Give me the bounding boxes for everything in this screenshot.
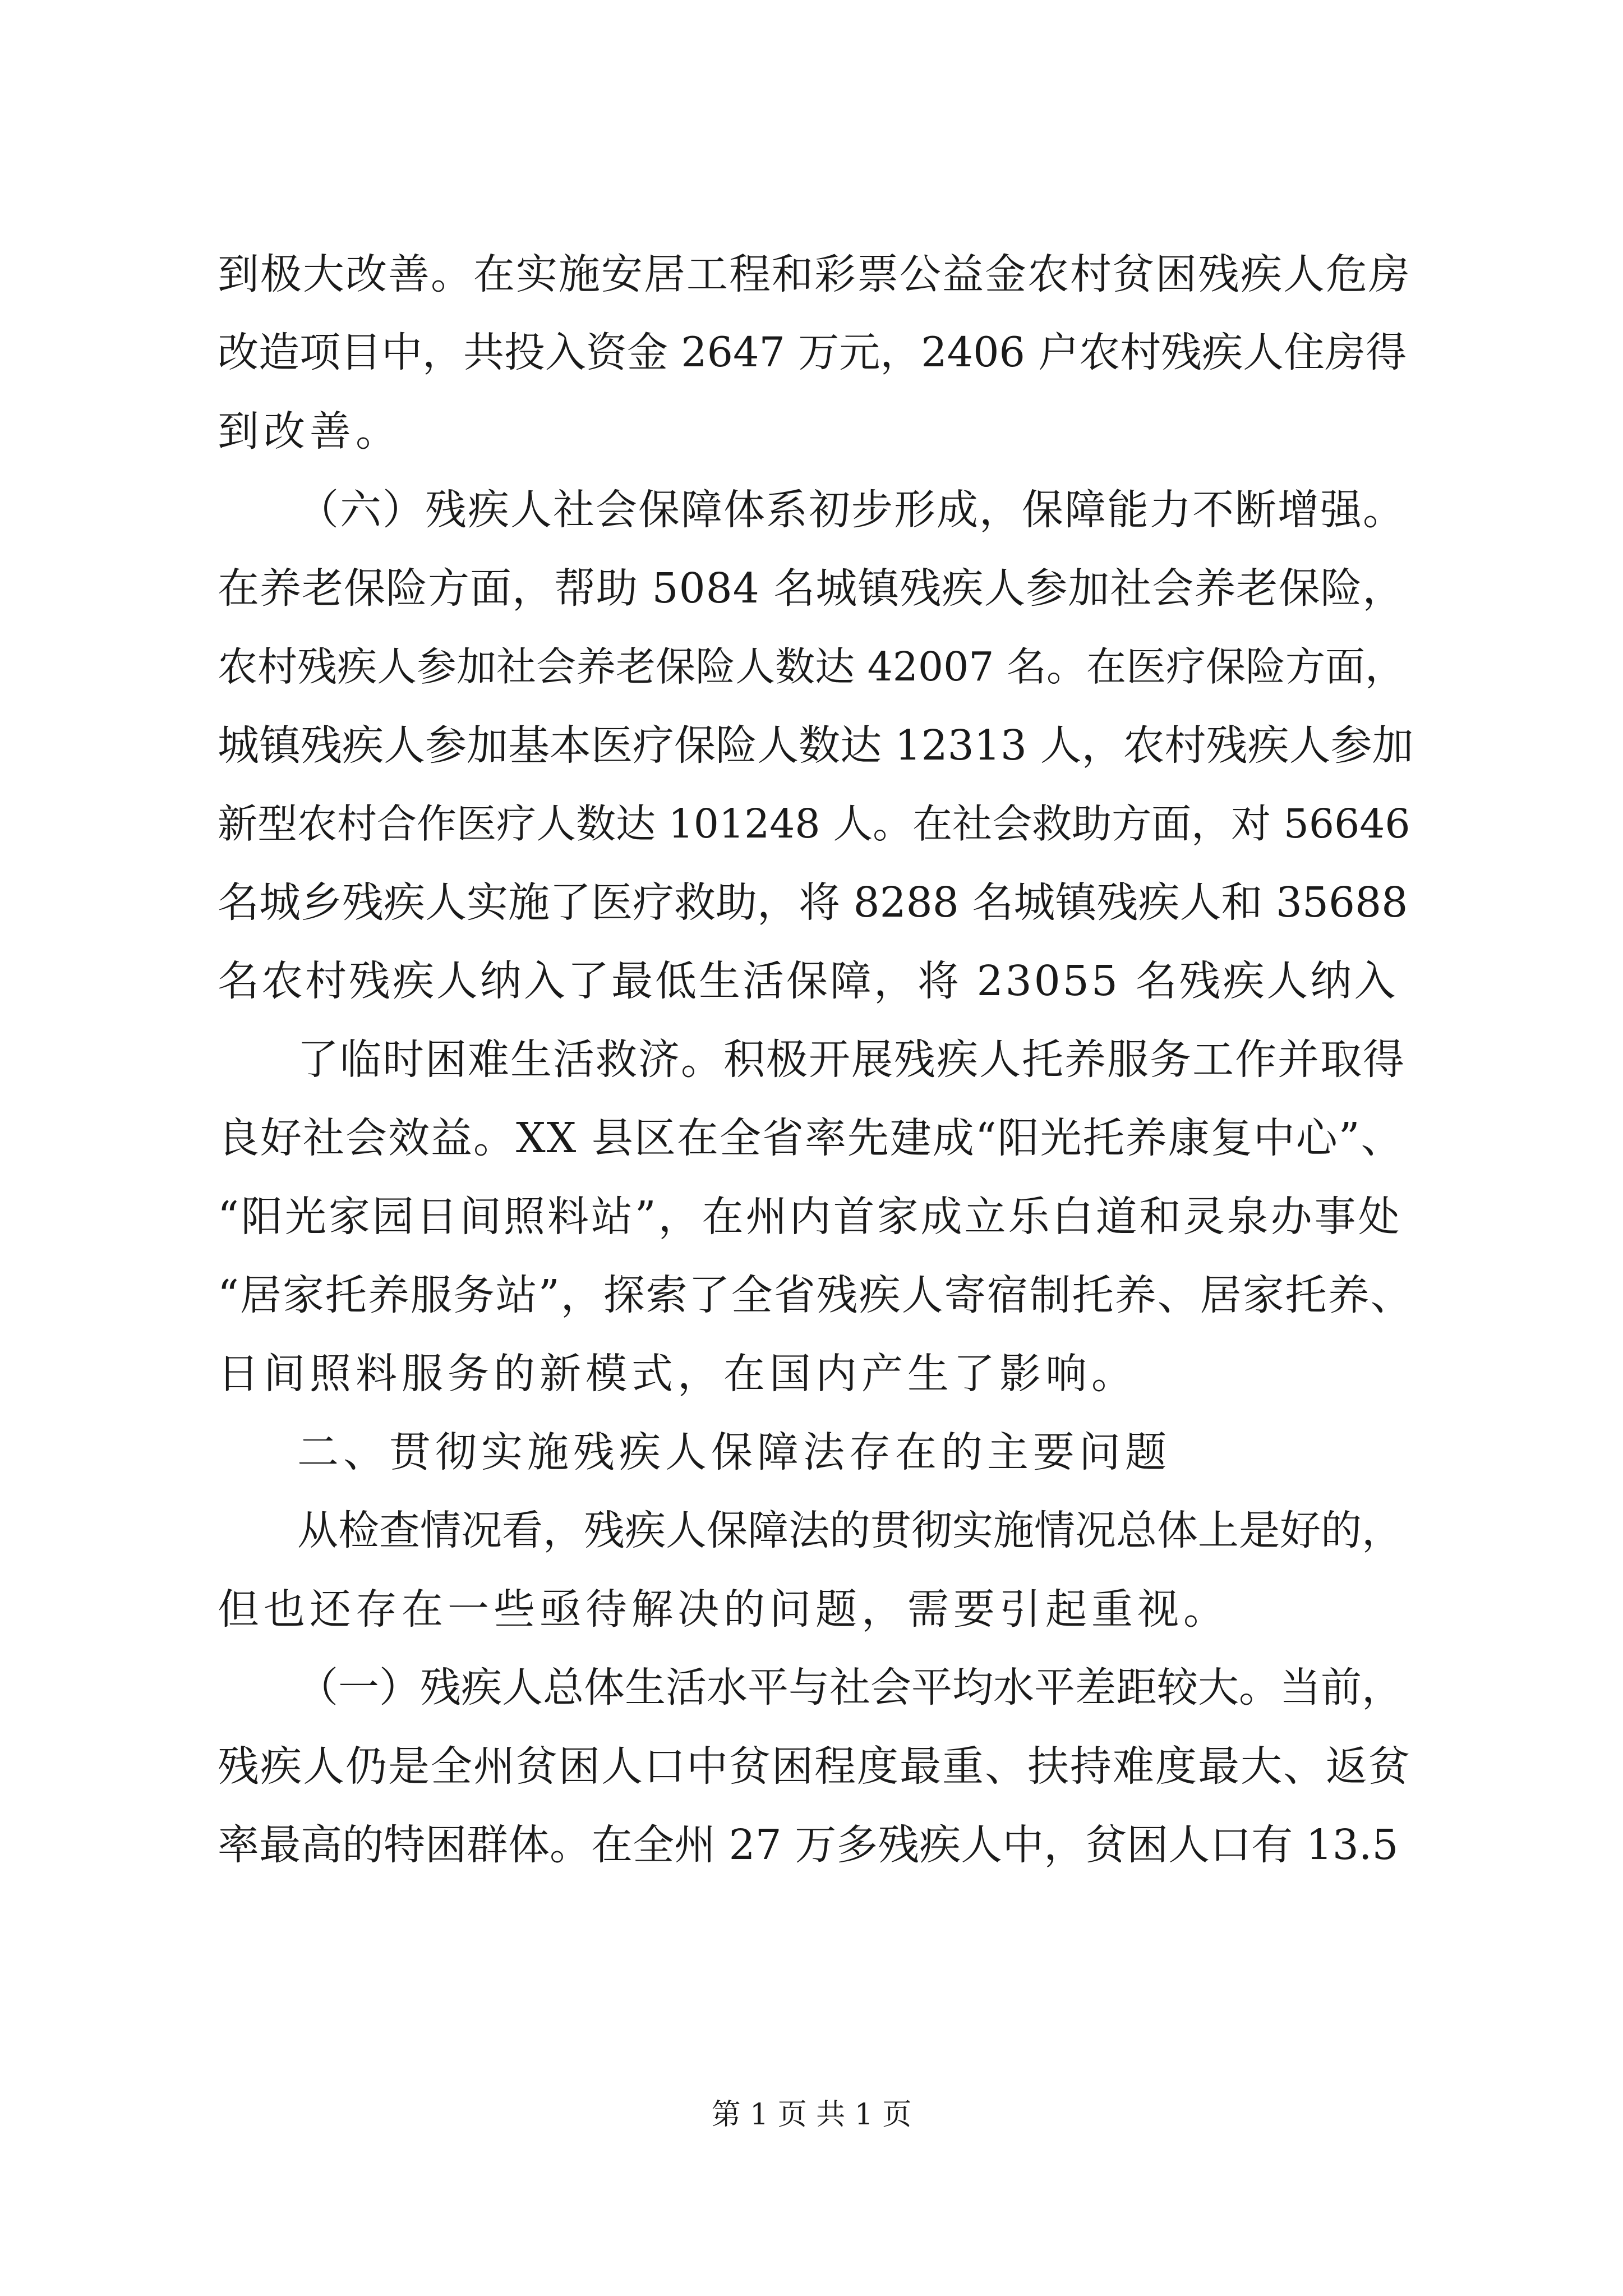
body-line: 改造项目中，共投入资金 2647 万元，2406 户农村残疾人住房得 [218,329,1407,376]
body-line: 日间照料服务的新模式，在国内产生了影响。 [218,1350,1137,1398]
body-line: 新型农村合作医疗人数达 101248 人。在社会救助方面，对 56646 [218,800,1410,847]
body-line: 名城乡残疾人实施了医疗救助，将 8288 名城镇残疾人和 35688 [218,878,1408,927]
body-line: 率最高的特困群体。在全州 27 万多残疾人中，贫困人口有 13.5 [218,1821,1399,1869]
section-heading: 二、贯彻实施残疾人保障法存在的主要问题 [297,1428,1171,1476]
body-line: “阳光家园日间照料站”，在州内首家成立乐白道和灵泉办事处 [218,1193,1402,1241]
body-line: “居家托养服务站”，探索了全省残疾人寄宿制托养、居家托养、 [218,1271,1413,1319]
page-footer: 第 1 页 共 1 页 [711,2098,912,2132]
body-line: 名农村残疾人纳入了最低生活保障，将 23055 名残疾人纳入 [218,957,1398,1005]
body-line: 在养老保险方面，帮助 5084 名城镇残疾人参加社会养老保险， [218,564,1405,613]
body-line: 到极大改善。在实施安居工程和彩票公益金农村贫困残疾人危房 [218,250,1411,298]
body-line: 但也还存在一些亟待解决的问题，需要引起重视。 [218,1585,1229,1634]
body-line: 良好社会效益。XX 县区在全省率先建成“阳光托养康复中心”、 [218,1114,1404,1162]
paragraph-heading-line: （一）残疾人总体生活水平与社会平均水平差距较大。当前， [297,1664,1403,1711]
body-line: 残疾人仍是全州贫困人口中贫困程度最重、扶持难度最大、返贫 [218,1742,1411,1791]
body-line: 了临时困难生活救济。积极开展残疾人托养服务工作并取得 [297,1036,1405,1084]
body-line: 农村残疾人参加社会养老保险人数达 42007 名。在医疗保险方面， [218,643,1405,690]
body-line: 从检查情况看，残疾人保障法的贯彻实施情况总体上是好的， [297,1507,1403,1554]
body-line: 城镇残疾人参加基本医疗保险人数达 12313 人，农村残疾人参加 [218,721,1414,770]
paragraph-heading-line: （六）残疾人社会保障体系初步形成，保障能力不断增强。 [297,486,1405,534]
body-line: 到改善。 [218,407,402,455]
